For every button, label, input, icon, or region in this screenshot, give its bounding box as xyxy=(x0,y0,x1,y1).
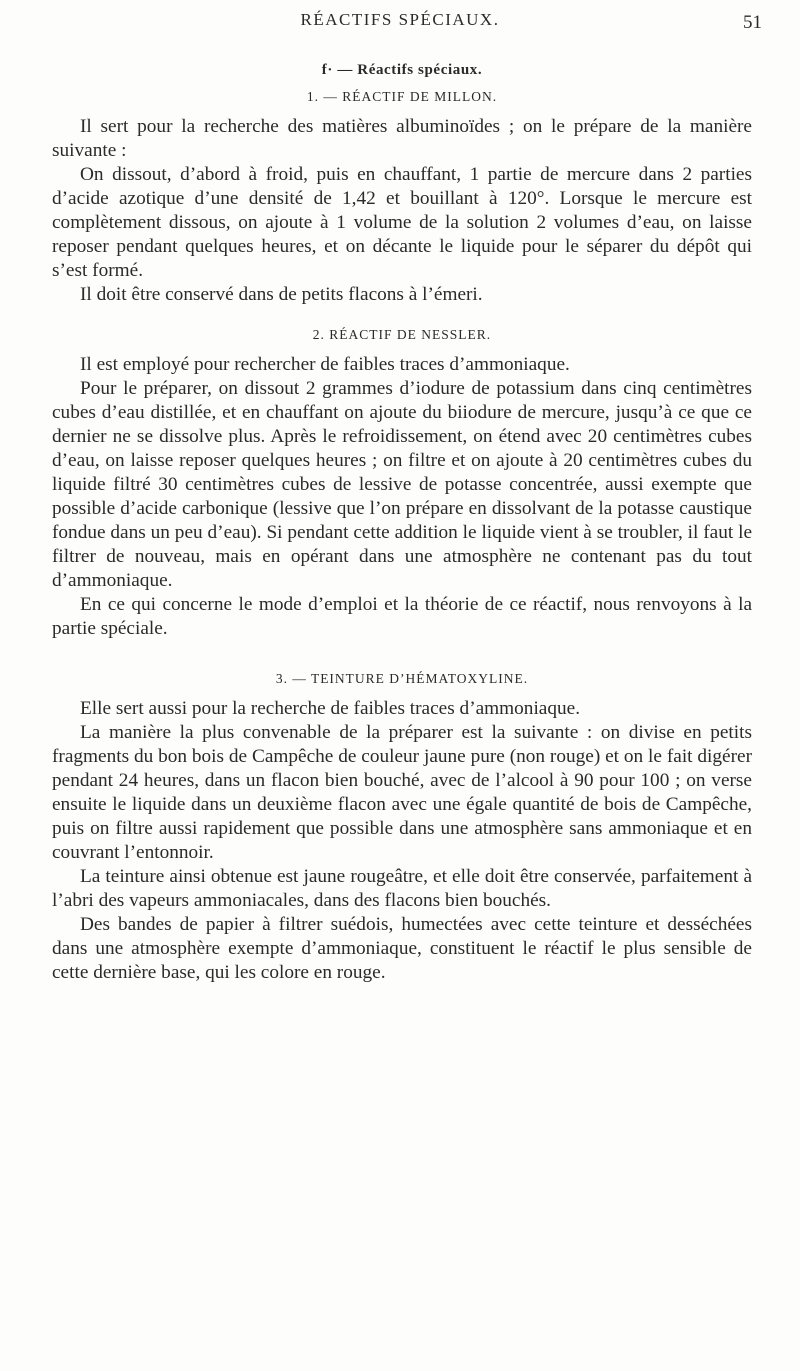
section-gap xyxy=(52,641,752,671)
paragraph: Pour le préparer, on dissout 2 grammes d’iodure de potassium dans cinq centimètres cubes d’eau distillée, et en chauffant on ajoute du biiodure de mercure, jusqu’à ce que ce dernier ne se dissolve plus. Après le refroidissement, on étend avec 20 centimètres cubes d’eau, on laisse reposer quelques heures ; on filtre et on ajoute à 20 centimètres cubes du liquide filtré 30 centimètres cubes de lessive de potasse concentrée, aussi exempte que possible d’acide carbonique (lessive que l’on prépare en dissolvant de la potasse caustique fondue dans un peu d’eau). Si pendant cette addition le liquide vient à se troubler, il faut le filtrer de nouveau, mais en opérant dans une atmosphère ne contenant pas du tout d’ammoniaque. xyxy=(52,378,752,591)
paragraph: Des bandes de papier à filtrer suédois, humectées avec cette teinture et desséchées dans une atmosphère exempte d’ammoniaque, constituent le réactif le plus sensible de cette dernière base, qui les colore en rouge. xyxy=(52,914,752,983)
paragraph: Elle sert aussi pour la recherche de faibles traces d’ammoniaque. xyxy=(80,698,581,719)
reagent-heading-hematoxyline: 3. — TEINTURE D’HÉMATOXYLINE. xyxy=(275,671,529,686)
reagent-heading-nessler: 2. RÉACTIF DE NESSLER. xyxy=(312,327,492,342)
paragraph: La manière la plus convenable de la préparer est la suivante : on divise en petits fragments du bon bois de Campêche de couleur jaune pure (non rouge) et on le fait digérer pendant 24 heures, dans un flacon bien bouché, avec de l’alcool à 90 pour 100 ; on verse ensuite le liquide dans un deuxième flacon avec une égale quantité de bois de Campêche, puis on filtre aussi rapidement que possible dans une atmosphère sans ammoniaque et en couvrant l’entonnoir. xyxy=(52,722,752,863)
running-title: RÉACTIFS SPÉCIAUX. xyxy=(300,10,500,29)
reagent-heading-millon: 1. — RÉACTIF DE MILLON. xyxy=(306,89,498,104)
paragraph: Il est employé pour rechercher de faibles traces d’ammoniaque. xyxy=(80,354,570,375)
paragraph: La teinture ainsi obtenue est jaune rougeâtre, et elle doit être conservée, parfaitement à l’abri des vapeurs ammoniacales, dans des flacons bien bouchés. xyxy=(52,866,752,911)
running-head xyxy=(0,8,800,38)
paragraph: Il doit être conservé dans de petits flacons à l’émeri. xyxy=(80,284,483,305)
paragraph: En ce qui concerne le mode d’emploi et la théorie de ce réactif, nous renvoyons à la partie spéciale. xyxy=(52,594,752,639)
section-title: f· — Réactifs spéciaux. xyxy=(321,62,483,78)
paragraph: Il sert pour la recherche des matières albuminoïdes ; on le prépare de la manière suivante : xyxy=(52,116,752,161)
section-gap xyxy=(52,307,752,327)
body-text xyxy=(52,62,752,985)
paragraph: On dissout, d’abord à froid, puis en chauffant, 1 partie de mercure dans 2 parties d’acide azotique d’une densité de 1,42 et bouillant à 120°. Lorsque le mercure est complètement dissous, on ajoute à 1 volume de la solution 2 volumes d’eau, on laisse reposer pendant quelques heures, et on décante le liquide pour le séparer du dépôt qui s’est formé. xyxy=(52,164,752,281)
page-number: 51 xyxy=(743,12,762,33)
